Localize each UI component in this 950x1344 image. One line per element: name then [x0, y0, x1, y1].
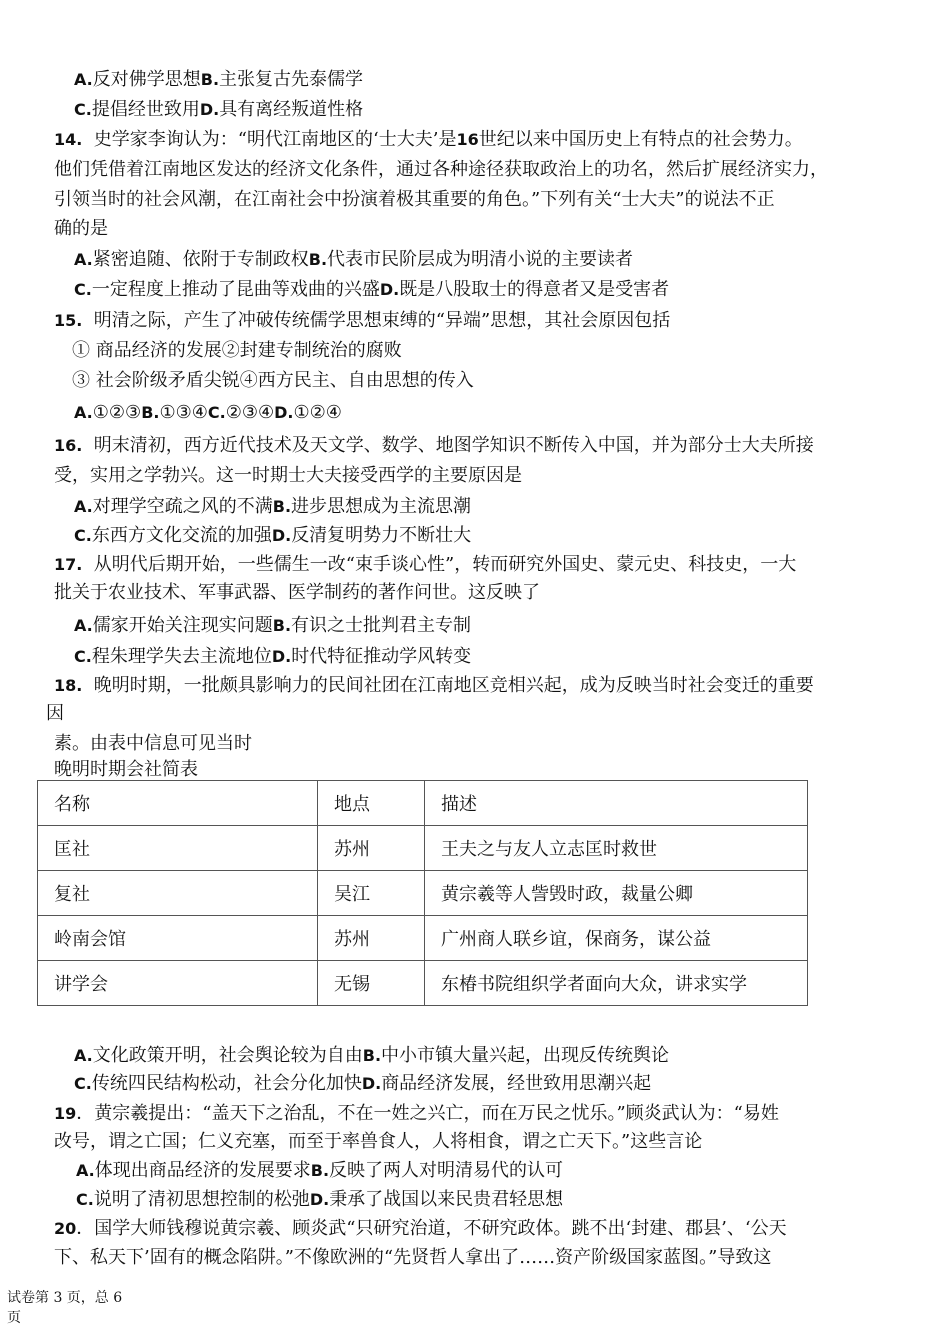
q14-options-row2: C.一定程度上推动了昆曲等戏曲的兴盛D.既是八股取士的得意者又是受害者: [74, 279, 670, 300]
q14-options-row1: A.紧密追随、依附于专制政权B.代表市民阶层成为明清小说的主要读者: [74, 249, 634, 270]
table-row: [38, 916, 808, 961]
table-header-cell: 名称: [38, 781, 318, 826]
question-14-line2: 他们凭借着江南地区发达的经济文化条件，通过各种途径获取政治上的功名，然后扩展经济实力，: [54, 159, 828, 180]
table-header-cell: 地点: [318, 781, 425, 826]
table-cell: 匡社: [38, 826, 318, 871]
question-14-line1: 14. 史学家李询认为：“明代江南地区的‘士大夫’是16世纪以来中国历史上有特点的社会势力。: [54, 129, 803, 150]
q19-options-row1: A.体现出商品经济的发展要求B.反映了两人对明清易代的认可: [76, 1160, 564, 1181]
table-row: [38, 871, 808, 916]
q16-options-row2: C.东西方文化交流的加强D.反清复明势力不断壮大: [74, 525, 472, 546]
q17-options-row1: A.儒家开始关注现实问题B.有识之士批判君主专制: [74, 615, 472, 636]
table-header-row: [38, 781, 808, 826]
table-cell: 苏州: [318, 916, 425, 961]
question-14-line3: 引领当时的社会风潮，在江南社会中扮演着极其重要的角色。”下列有关“士大夫”的说法不正: [54, 189, 775, 210]
question-15-item2: ③ 社会阶级矛盾尖锐④西方民主、自由思想的传入: [72, 370, 474, 391]
page-footer-line2: 页: [7, 1310, 21, 1326]
question-14-line4: 确的是: [54, 218, 108, 239]
question-16-line2: 受，实用之学勃兴。这一时期士大夫接受西学的主要原因是: [54, 465, 522, 486]
question-number: 14.: [54, 130, 83, 149]
table-cell: 复社: [38, 871, 318, 916]
table-cell: 吴江: [318, 871, 425, 916]
question-number: 20: [54, 1219, 77, 1238]
table-cell: 无锡: [318, 961, 425, 1006]
table-cell: 王夫之与友人立志匡时救世: [425, 826, 808, 871]
question-18-line1: 18. 晚明时期，一批颇具影响力的民间社团在江南地区竞相兴起，成为反映当时社会变迁的重要: [54, 675, 814, 696]
table-cell: 广州商人联乡谊，保商务，谋公益: [425, 916, 808, 961]
question-number: 17.: [54, 555, 83, 574]
table-cell: 岭南会馆: [38, 916, 318, 961]
question-15-stem: 15. 明清之际，产生了冲破传统儒学思想束缚的“异端”思想，其社会原因包括: [54, 310, 671, 331]
q16-options-row1: A.对理学空疏之风的不满B.进步思想成为主流思潮: [74, 496, 472, 517]
page-footer-line1: 试卷第 3 页，总 6: [7, 1290, 123, 1306]
table-header-cell: 描述: [425, 781, 808, 826]
q18-options-row1: A.文化政策开明，社会舆论较为自由B.中小市镇大量兴起，出现反传统舆论: [74, 1045, 670, 1066]
question-18-line2: 因: [46, 703, 64, 724]
question-20-line2: 下、私天下’固有的概念陷阱。”不像欧洲的“先贤哲人拿出了……资产阶级国家蓝图。”导致这: [54, 1247, 772, 1268]
q18-options-row2: C.传统四民结构松动，社会分化加快D.商品经济发展，经世致用思潮兴起: [74, 1073, 652, 1094]
question-15-item1: ① 商品经济的发展②封建专制统治的腐败: [72, 340, 402, 361]
q17-options-row2: C.程朱理学失去主流地位D.时代特征推动学风转变: [74, 646, 472, 667]
table-cell: 黄宗羲等人訾毁时政，裁量公卿: [425, 871, 808, 916]
table-row: [38, 826, 808, 871]
question-17-line2: 批关于农业技术、军事武器、医学制药的著作问世。这反映了: [54, 582, 540, 603]
q19-options-row2: C.说明了清初思想控制的松弛D.秉承了战国以来民贵君轻思想: [76, 1189, 564, 1210]
table-cell: 苏州: [318, 826, 425, 871]
society-table: [37, 780, 808, 1006]
question-number: 19: [54, 1104, 77, 1123]
question-number: 16.: [54, 436, 83, 455]
table-title: 晚明时期会社简表: [54, 759, 198, 780]
question-number: 18.: [54, 676, 83, 695]
question-16-line1: 16. 明末清初，西方近代技术及天文学、数学、地图学知识不断传入中国，并为部分士大夫所接: [54, 435, 814, 456]
table-row: [38, 961, 808, 1006]
q13-options-row2: C.提倡经世致用D.具有离经叛道性格: [74, 99, 364, 120]
question-18-line3: 素。由表中信息可见当时: [54, 733, 252, 754]
q13-options-row1: A.反对佛学思想B.主张复古先泰儒学: [74, 69, 364, 90]
table-cell: 讲学会: [38, 961, 318, 1006]
question-19-line2: 改号，谓之亡国；仁义充塞，而至于率兽食人，人将相食，谓之亡天下。”这些言论: [54, 1131, 703, 1152]
question-number: 15.: [54, 311, 83, 330]
question-19-line1: 19．黄宗羲提出：“盖天下之治乱，不在一姓之兴亡，而在万民之忧乐。”顾炎武认为：“易姓: [54, 1103, 779, 1124]
table-cell: 东椿书院组织学者面向大众，讲求实学: [425, 961, 808, 1006]
q15-options: A.①②③B.①③④C.②③④D.①②④: [74, 402, 342, 423]
question-17-line1: 17. 从明代后期开始，一些儒生一改“束手谈心性”，转而研究外国史、蒙元史、科技史，一大: [54, 554, 797, 575]
question-20-line1: 20．国学大师钱穆说黄宗羲、顾炎武“只研究治道，不研究政体。跳不出‘封建、郡县’、‘公天: [54, 1218, 787, 1239]
